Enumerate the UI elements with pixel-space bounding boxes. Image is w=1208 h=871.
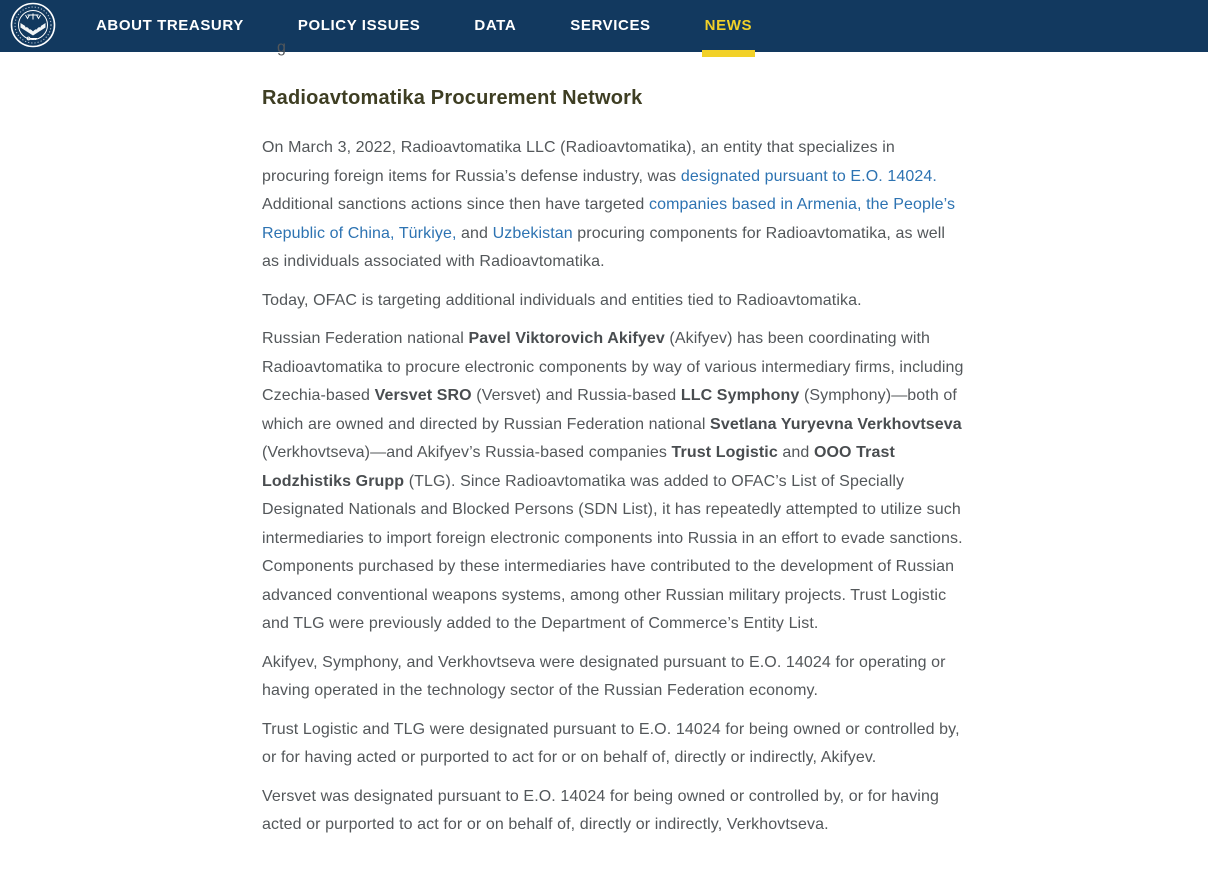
text-run: (Verkhovtseva)—and Akifyev’s Russia-based companies — [262, 444, 672, 461]
text-run: (TLG). Since Radioavtomatika was added to OFAC’s List of Specially Designated Nationals and Blocked Persons (SDN List), it has repeatedly attempted to utilize such intermediaries to import foreign electronic components into Russia in an effort to evade sanctions. Components purchased by these intermediaries have contributed to the development of Russian advanced conventional weapons systems, among other Russian military projects. Trust Logistic and TLG were previously added to the Department of Commerce’s Entity List. — [262, 472, 963, 632]
nav-item-services[interactable]: SERVICES — [570, 17, 651, 34]
article-paragraph — [262, 716, 965, 773]
clipped-text-artifact: g — [277, 39, 286, 56]
nav-item-policy-issues[interactable]: POLICY ISSUES — [297, 17, 421, 34]
text-run: and — [456, 224, 493, 242]
bold-entity-name: Pavel Viktorovich Akifyev — [468, 330, 665, 347]
bold-entity-name: Trust Logistic — [671, 444, 778, 461]
nav-item-about-treasury[interactable]: ABOUT TREASURY — [96, 17, 244, 34]
main-nav-list — [96, 0, 752, 52]
bold-entity-name: Svetlana Yuryevna Verkhovtseva — [710, 415, 962, 433]
text-run: Additional sanctions actions since then have targeted — [262, 196, 649, 213]
treasury-seal-icon — [10, 2, 56, 48]
article-paragraph — [262, 783, 965, 840]
text-run: (Versvet) and Russia-based — [471, 387, 681, 404]
text-run: Russian Federation national — [262, 330, 469, 347]
page-title: Radioavtomatika Procurement Network — [262, 87, 643, 109]
article-paragraph — [262, 325, 965, 639]
nav-item-data[interactable]: DATA — [474, 17, 517, 34]
treasury-seal-logo[interactable] — [10, 2, 56, 48]
article-content — [262, 85, 965, 840]
nav-item-news[interactable]: NEWS — [705, 0, 752, 52]
bold-entity-name: LLC Symphony — [680, 387, 800, 404]
inline-link[interactable]: Türkiye, — [398, 224, 457, 242]
text-run: Today, OFAC is targeting additional individuals and entities tied to Radioavtomatika. — [262, 291, 862, 309]
article-paragraph — [262, 287, 965, 316]
text-run: (Akifyev) has been coordinating with Radioavtomatika to procure electronic components by way of various intermediary firms, including Czechia-based — [262, 330, 964, 404]
top-navigation-bar — [0, 0, 1208, 52]
text-run: Akifyev, Symphony, and Verkhovtseva were designated pursuant to E.O. 14024 for operating or having operated in the technology sector of the Russian Federation economy. — [262, 653, 946, 699]
text-run: Trust Logistic and TLG were designated pursuant to E.O. 14024 for being owned or controlled by, or for having acted or purported to act for or on behalf of, directly or indirectly, Akifyev. — [262, 720, 960, 766]
text-run: and — [777, 444, 814, 461]
article-body — [262, 134, 965, 840]
article-paragraph — [262, 134, 965, 277]
text-run: procuring components for Radioavtomatika, as well as individuals associated with Radioavtomatika. — [262, 224, 946, 270]
article-paragraph — [262, 649, 965, 706]
bold-entity-name: Versvet SRO — [374, 387, 472, 404]
text-run: On March 3, 2022, Radioavtomatika LLC (Radioavtomatika), an entity that specializes in procuring foreign items for Russia’s defense industry, was — [262, 139, 895, 185]
inline-link[interactable]: the People’s Republic of China, — [262, 196, 956, 242]
inline-link[interactable]: companies based in Armenia, — [648, 196, 862, 213]
text-run: (Symphony)—both of which are owned and directed by Russian Federation national — [262, 387, 957, 433]
bold-entity-name: OOO Trast Lodzhistiks Grupp — [262, 444, 895, 490]
inline-link[interactable]: Uzbekistan — [492, 224, 573, 242]
text-run: Versvet was designated pursuant to E.O. 14024 for being owned or controlled by, or for having acted or purported to act for or on behalf of, directly or indirectly, Verkhovtseva. — [262, 787, 939, 833]
inline-link[interactable]: designated pursuant to E.O. 14024. — [680, 167, 937, 185]
